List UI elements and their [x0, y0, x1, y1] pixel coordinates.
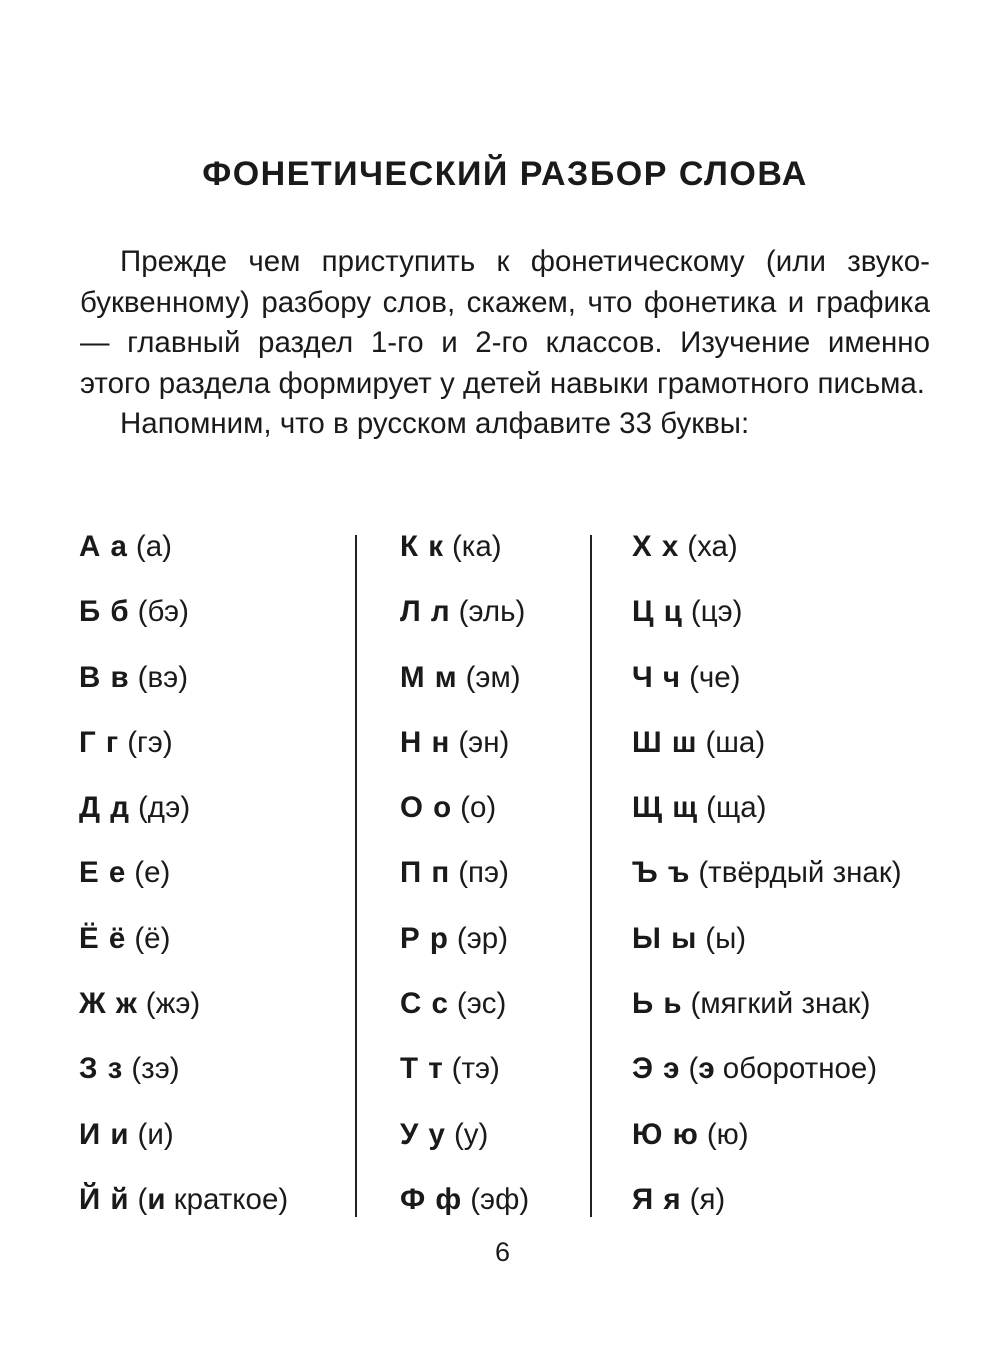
letter-pair: И и: [79, 1117, 130, 1151]
letter-name: (ща): [706, 791, 767, 825]
intro-text: [80, 242, 930, 445]
letter-name: (и): [137, 1117, 174, 1151]
alphabet-row: [400, 1049, 529, 1114]
alphabet-row: [400, 919, 529, 984]
letter-name: (твёрдый знак): [698, 856, 902, 890]
letter-name: (о): [460, 791, 497, 825]
letter-pair: Т т: [400, 1052, 444, 1086]
column-divider: [355, 535, 357, 1217]
letter-name: (ю): [706, 1117, 749, 1151]
letter-pair: Й й: [79, 1182, 130, 1216]
letter-pair: Ш ш: [632, 725, 698, 759]
letter-name: (а): [135, 530, 172, 563]
alphabet-row: [632, 658, 902, 723]
letter-pair: Ы ы: [632, 921, 698, 955]
letter-pair: В в: [79, 660, 130, 694]
alphabet-row: [632, 919, 902, 984]
column-divider: [590, 535, 592, 1217]
letter-name: (мягкий знак): [690, 987, 871, 1021]
letter-pair: Д д: [79, 791, 130, 825]
letter-pair: М м: [400, 660, 458, 694]
alphabet-row: [632, 723, 902, 788]
intro-paragraph: Прежде чем приступить к фонетическому (или звуко-буквенному) разбору слов, скажем, что фонетика и графика — главный раздел 1-го и 2-го классов. Изучение именно этого раздела формирует у детей навыки грамотного письма.: [80, 245, 930, 400]
letter-name: (ка): [451, 530, 502, 563]
letter-name: (зэ): [131, 1052, 180, 1086]
alphabet-row: [400, 1115, 529, 1180]
letter-name: (пэ): [458, 856, 509, 890]
letter-pair: Б б: [79, 595, 130, 629]
letter-pair: Э э: [632, 1052, 681, 1086]
letter-name: [688, 1052, 877, 1085]
letter-name-bold: и: [147, 1182, 166, 1216]
letter-name: (дэ): [137, 791, 191, 825]
alphabet-row: [632, 1115, 902, 1180]
letter-name-open: (: [137, 1182, 148, 1216]
alphabet-row: [632, 592, 902, 657]
letter-name: (цэ): [690, 595, 743, 629]
alphabet-row: [400, 788, 529, 853]
letter-pair: С с: [400, 987, 449, 1021]
alphabet-row: [79, 1180, 288, 1245]
letter-pair: Ъ ъ: [632, 856, 691, 890]
letter-name: (ы): [705, 921, 747, 955]
alphabet-row: [79, 1049, 288, 1114]
letter-name: [138, 1183, 289, 1216]
letter-pair: Ц ц: [632, 595, 683, 629]
alphabet-row: [79, 592, 288, 657]
letter-name: (е): [134, 856, 171, 890]
letter-pair: Ч ч: [632, 660, 682, 694]
letter-name-bold: э: [698, 1052, 715, 1086]
alphabet-row: [79, 984, 288, 1049]
letter-pair: П п: [400, 856, 451, 890]
letter-pair: З з: [79, 1052, 124, 1086]
alphabet-row: [400, 658, 529, 723]
letter-pair: Ю ю: [632, 1117, 699, 1151]
letter-pair: Щ щ: [632, 791, 699, 825]
alphabet-row: [79, 658, 288, 723]
letter-name: (тэ): [451, 1052, 500, 1086]
letter-pair: Г г: [79, 725, 120, 759]
letter-name: (гэ): [127, 725, 173, 759]
alphabet-row: [79, 723, 288, 788]
letter-pair: Ё ё: [79, 921, 127, 955]
letter-name: (эс): [456, 987, 507, 1021]
letter-name: (эн): [458, 725, 510, 759]
letter-pair: Х х: [632, 530, 680, 563]
letter-pair: Ж ж: [79, 987, 138, 1021]
letter-name: (эль): [458, 595, 526, 629]
page-number: 6: [494, 1237, 511, 1267]
letter-name: (бэ): [137, 595, 189, 629]
alphabet-row: [400, 984, 529, 1049]
letter-pair: О о: [400, 791, 453, 825]
letter-name: (вэ): [137, 660, 189, 694]
intro-paragraph-alphabet: Напомним, что в русском алфавите 33 буквы:: [120, 407, 750, 440]
letter-name: (эм): [465, 660, 521, 694]
page-title: ФОНЕТИЧЕСКИЙ РАЗБОР СЛОВА: [202, 155, 808, 193]
alphabet-table: [0, 527, 1000, 1227]
alphabet-row: [632, 984, 902, 1049]
alphabet-row: [79, 788, 288, 853]
letter-pair: Я я: [632, 1182, 682, 1216]
letter-pair: Ь ь: [632, 987, 683, 1021]
alphabet-row: [79, 527, 288, 592]
letter-name: (че): [689, 660, 741, 694]
letter-name: (ё): [134, 921, 171, 955]
letter-name-rest: краткое): [165, 1182, 289, 1216]
letter-name: (ха): [687, 530, 738, 563]
letter-name: (у): [453, 1117, 489, 1151]
alphabet-column-1: [79, 527, 288, 1245]
alphabet-row: [632, 1180, 902, 1245]
letter-name: (жэ): [145, 987, 201, 1021]
letter-name-open: (: [688, 1052, 699, 1086]
letter-pair: Е е: [79, 856, 127, 890]
alphabet-row: [632, 788, 902, 853]
letter-pair: К к: [400, 530, 444, 563]
letter-pair: Ф ф: [400, 1182, 463, 1216]
alphabet-row: [400, 527, 529, 592]
alphabet-row: [79, 853, 288, 918]
letter-name: (ша): [705, 725, 766, 759]
alphabet-row: [79, 1115, 288, 1180]
alphabet-row: [400, 723, 529, 788]
alphabet-row: [79, 919, 288, 984]
letter-pair: У у: [400, 1117, 446, 1151]
letter-pair: Л л: [400, 595, 451, 629]
letter-pair: Н н: [400, 725, 451, 759]
letter-pair: А а: [79, 530, 128, 563]
alphabet-row: [400, 592, 529, 657]
letter-name: (эр): [456, 921, 509, 955]
alphabet-column-2: [400, 527, 529, 1245]
letter-name: (я): [689, 1182, 726, 1216]
alphabet-row: [400, 853, 529, 918]
letter-pair: Р р: [400, 921, 449, 955]
alphabet-row: [632, 853, 902, 918]
letter-name: (эф): [470, 1182, 530, 1216]
alphabet-row: [632, 527, 902, 592]
alphabet-row: [632, 1049, 902, 1114]
letter-name-rest: оборотное): [714, 1052, 878, 1086]
alphabet-column-3: [632, 527, 902, 1245]
alphabet-row: [400, 1180, 529, 1245]
